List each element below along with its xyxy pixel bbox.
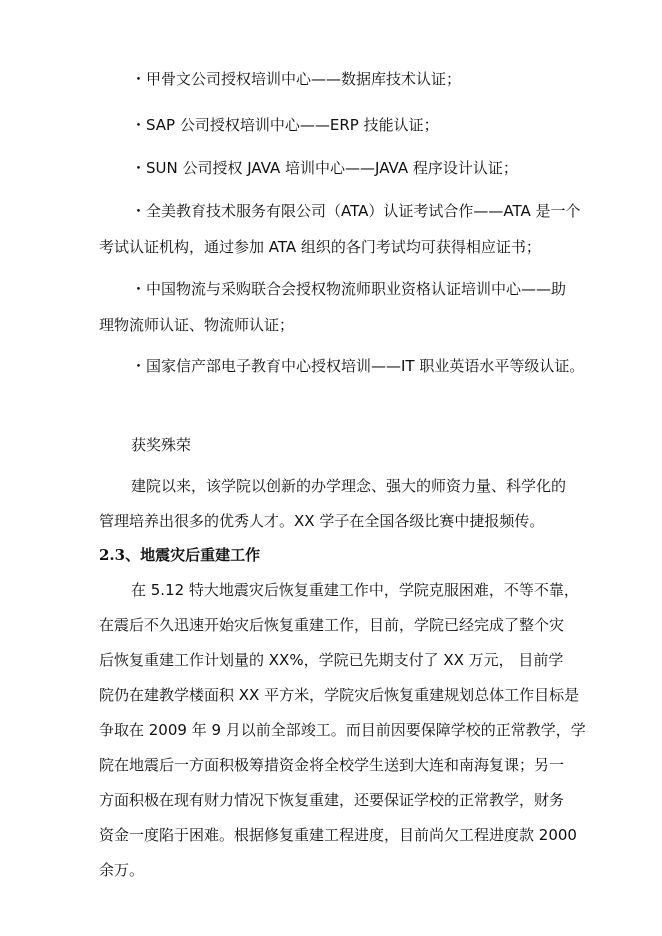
cert-item-logistics: ・中国物流与采购联合会授权物流师职业资格认证培训中心——助 (131, 280, 567, 298)
cert-item-ata: ・全美教育技术服务有限公司（ATA）认证考试合作——ATA 是一个 (131, 202, 581, 220)
cert-item-it-english: ・国家信产部电子教育中心授权培训——IT 职业英语水平等级认证。 (131, 357, 585, 375)
section-paragraph-line-3: 后恢复重建工作计划量的 XX%，学院已先期支付了 XX 万元， 目前学 (99, 651, 564, 669)
cert-item-oracle: ・甲骨文公司授权培训中心——数据库技术认证； (131, 70, 462, 88)
cert-item-sap: ・SAP 公司授权培训中心——ERP 技能认证； (131, 116, 439, 134)
section-paragraph-line-2: 在震后不久迅速开始灾后恢复重建工作，目前，学院已经完成了整个灾 (99, 616, 565, 634)
section-paragraph-line-4: 院仍在建教学楼面积 XX 平方米，学院灾后恢复重建规划总体工作目标是 (99, 686, 580, 704)
cert-item-ata-cont: 考试认证机构，通过参加 ATA 组织的各门考试均可获得相应证书； (99, 238, 541, 256)
section-paragraph-line-9: 余万。 (99, 861, 145, 879)
cert-item-logistics-cont: 理物流师认证、物流师认证； (99, 316, 295, 334)
awards-paragraph-line-2: 管理培养出很多的优秀人才。XX 学子在全国各级比赛中捷报频传。 (99, 512, 545, 530)
section-paragraph-line-8: 资金一度陷于困难。根据修复重建工程进度，目前尚欠工程进度款 2000 (99, 826, 577, 844)
awards-paragraph-line-1: 建院以来，该学院以创新的办学理念、强大的师资力量、科学化的 (131, 477, 567, 495)
section-heading: 2.3、地震灾后重建工作 (99, 546, 261, 564)
section-paragraph-line-5: 争取在 2009 年 9 月以前全部竣工。而目前因要保障学校的正常教学，学 (99, 721, 586, 739)
section-paragraph-line-1: 在 5.12 特大地震灾后恢复重建工作中，学院克服困难，不等不靠， (131, 581, 579, 599)
section-paragraph-line-7: 方面积极在现有财力情况下恢复重建，还要保证学校的正常教学，财务 (99, 791, 565, 809)
awards-title: 获奖殊荣 (131, 436, 192, 454)
section-paragraph-line-6: 院在地震后一方面积极筹措资金将全校学生送到大连和南海复课；另一 (99, 756, 565, 774)
cert-item-sun: ・SUN 公司授权 JAVA 培训中心——JAVA 程序设计认证； (131, 159, 518, 177)
